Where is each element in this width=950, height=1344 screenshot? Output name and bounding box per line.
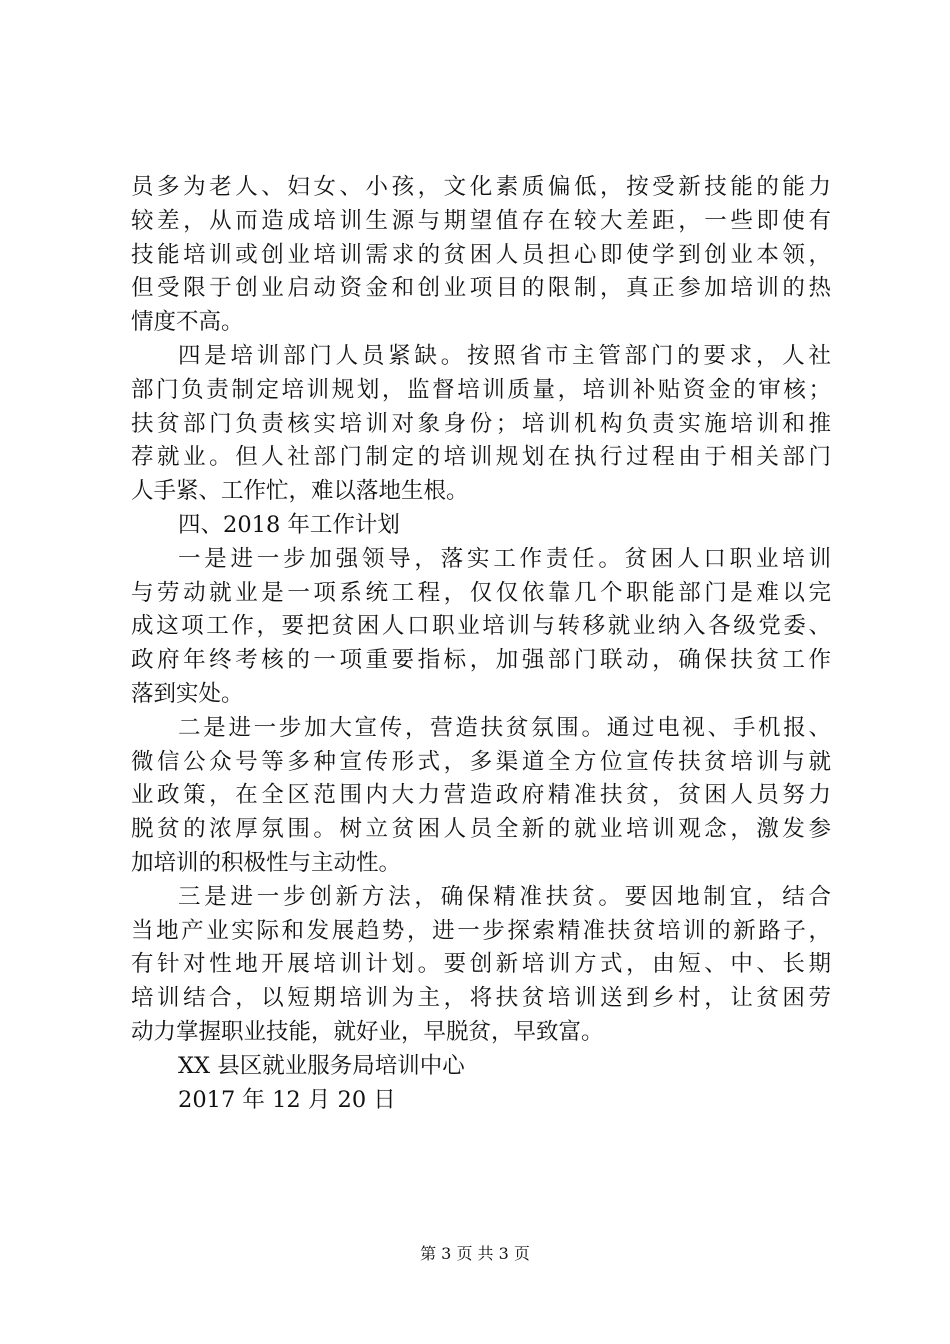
text-line: XX 县区就业服务局培训中心	[178, 1052, 465, 1079]
text-line: 有针对性地开展培训计划。要创新培训方式，由短、中、长期	[131, 951, 831, 978]
text-line: 成这项工作，要把贫困人口职业培训与转移就业纳入各级党委、	[131, 613, 831, 640]
text-line: 人手紧、工作忙，难以落地生根。	[131, 478, 469, 505]
text-line: 荐就业。但人社部门制定的培训规划在执行过程由于相关部门	[131, 444, 831, 471]
text-line: 培训结合，以短期培训为主，将扶贫培训送到乡村，让贫困劳	[131, 985, 831, 1012]
text-line: 三是进一步创新方法，确保精准扶贫。要因地制宜，结合	[178, 883, 831, 910]
text-line: 当地产业实际和发展趋势，进一步探索精准扶贫培训的新路子，	[131, 917, 831, 944]
text-line: 一是进一步加强领导，落实工作责任。贫困人口职业培训	[178, 545, 831, 572]
text-line: 扶贫部门负责核实培训对象身份；培训机构负责实施培训和推	[131, 410, 831, 437]
text-line: 但受限于创业启动资金和创业项目的限制，真正参加培训的热	[131, 275, 831, 302]
text-line: 微信公众号等多种宣传形式，多渠道全方位宣传扶贫培训与就	[131, 748, 831, 775]
text-line: 政府年终考核的一项重要指标，加强部门联动，确保扶贫工作	[131, 647, 831, 674]
text-line: 技能培训或创业培训需求的贫困人员担心即使学到创业本领，	[131, 241, 831, 268]
text-line: 2017 年 12 月 20 日	[178, 1086, 396, 1113]
text-line: 四是培训部门人员紧缺。按照省市主管部门的要求，人社	[178, 342, 831, 369]
text-line: 落到实处。	[131, 680, 244, 707]
text-line: 情度不高。	[131, 309, 244, 336]
text-line: 加培训的积极性与主动性。	[131, 849, 402, 876]
text-line: 二是进一步加大宣传，营造扶贫氛围。通过电视、手机报、	[178, 714, 831, 741]
document-body	[131, 171, 831, 1117]
text-line: 部门负责制定培训规划，监督培训质量，培训补贴资金的审核；	[131, 376, 831, 403]
text-line: 四、2018 年工作计划	[178, 511, 400, 538]
text-line: 动力掌握职业技能，就好业，早脱贫，早致富。	[131, 1018, 604, 1045]
text-line: 业政策，在全区范围内大力营造政府精准扶贫，贫困人员努力	[131, 782, 831, 809]
text-line: 与劳动就业是一项系统工程，仅仅依靠几个职能部门是难以完	[131, 579, 831, 606]
page-footer: 第 3 页 共 3 页	[420, 1244, 530, 1263]
text-line: 员多为老人、妇女、小孩，文化素质偏低，按受新技能的能力	[131, 174, 831, 200]
text-line: 脱贫的浓厚氛围。树立贫困人员全新的就业培训观念，激发参	[131, 816, 831, 843]
text-line: 较差，从而造成培训生源与期望值存在较大差距，一些即使有	[131, 207, 831, 234]
